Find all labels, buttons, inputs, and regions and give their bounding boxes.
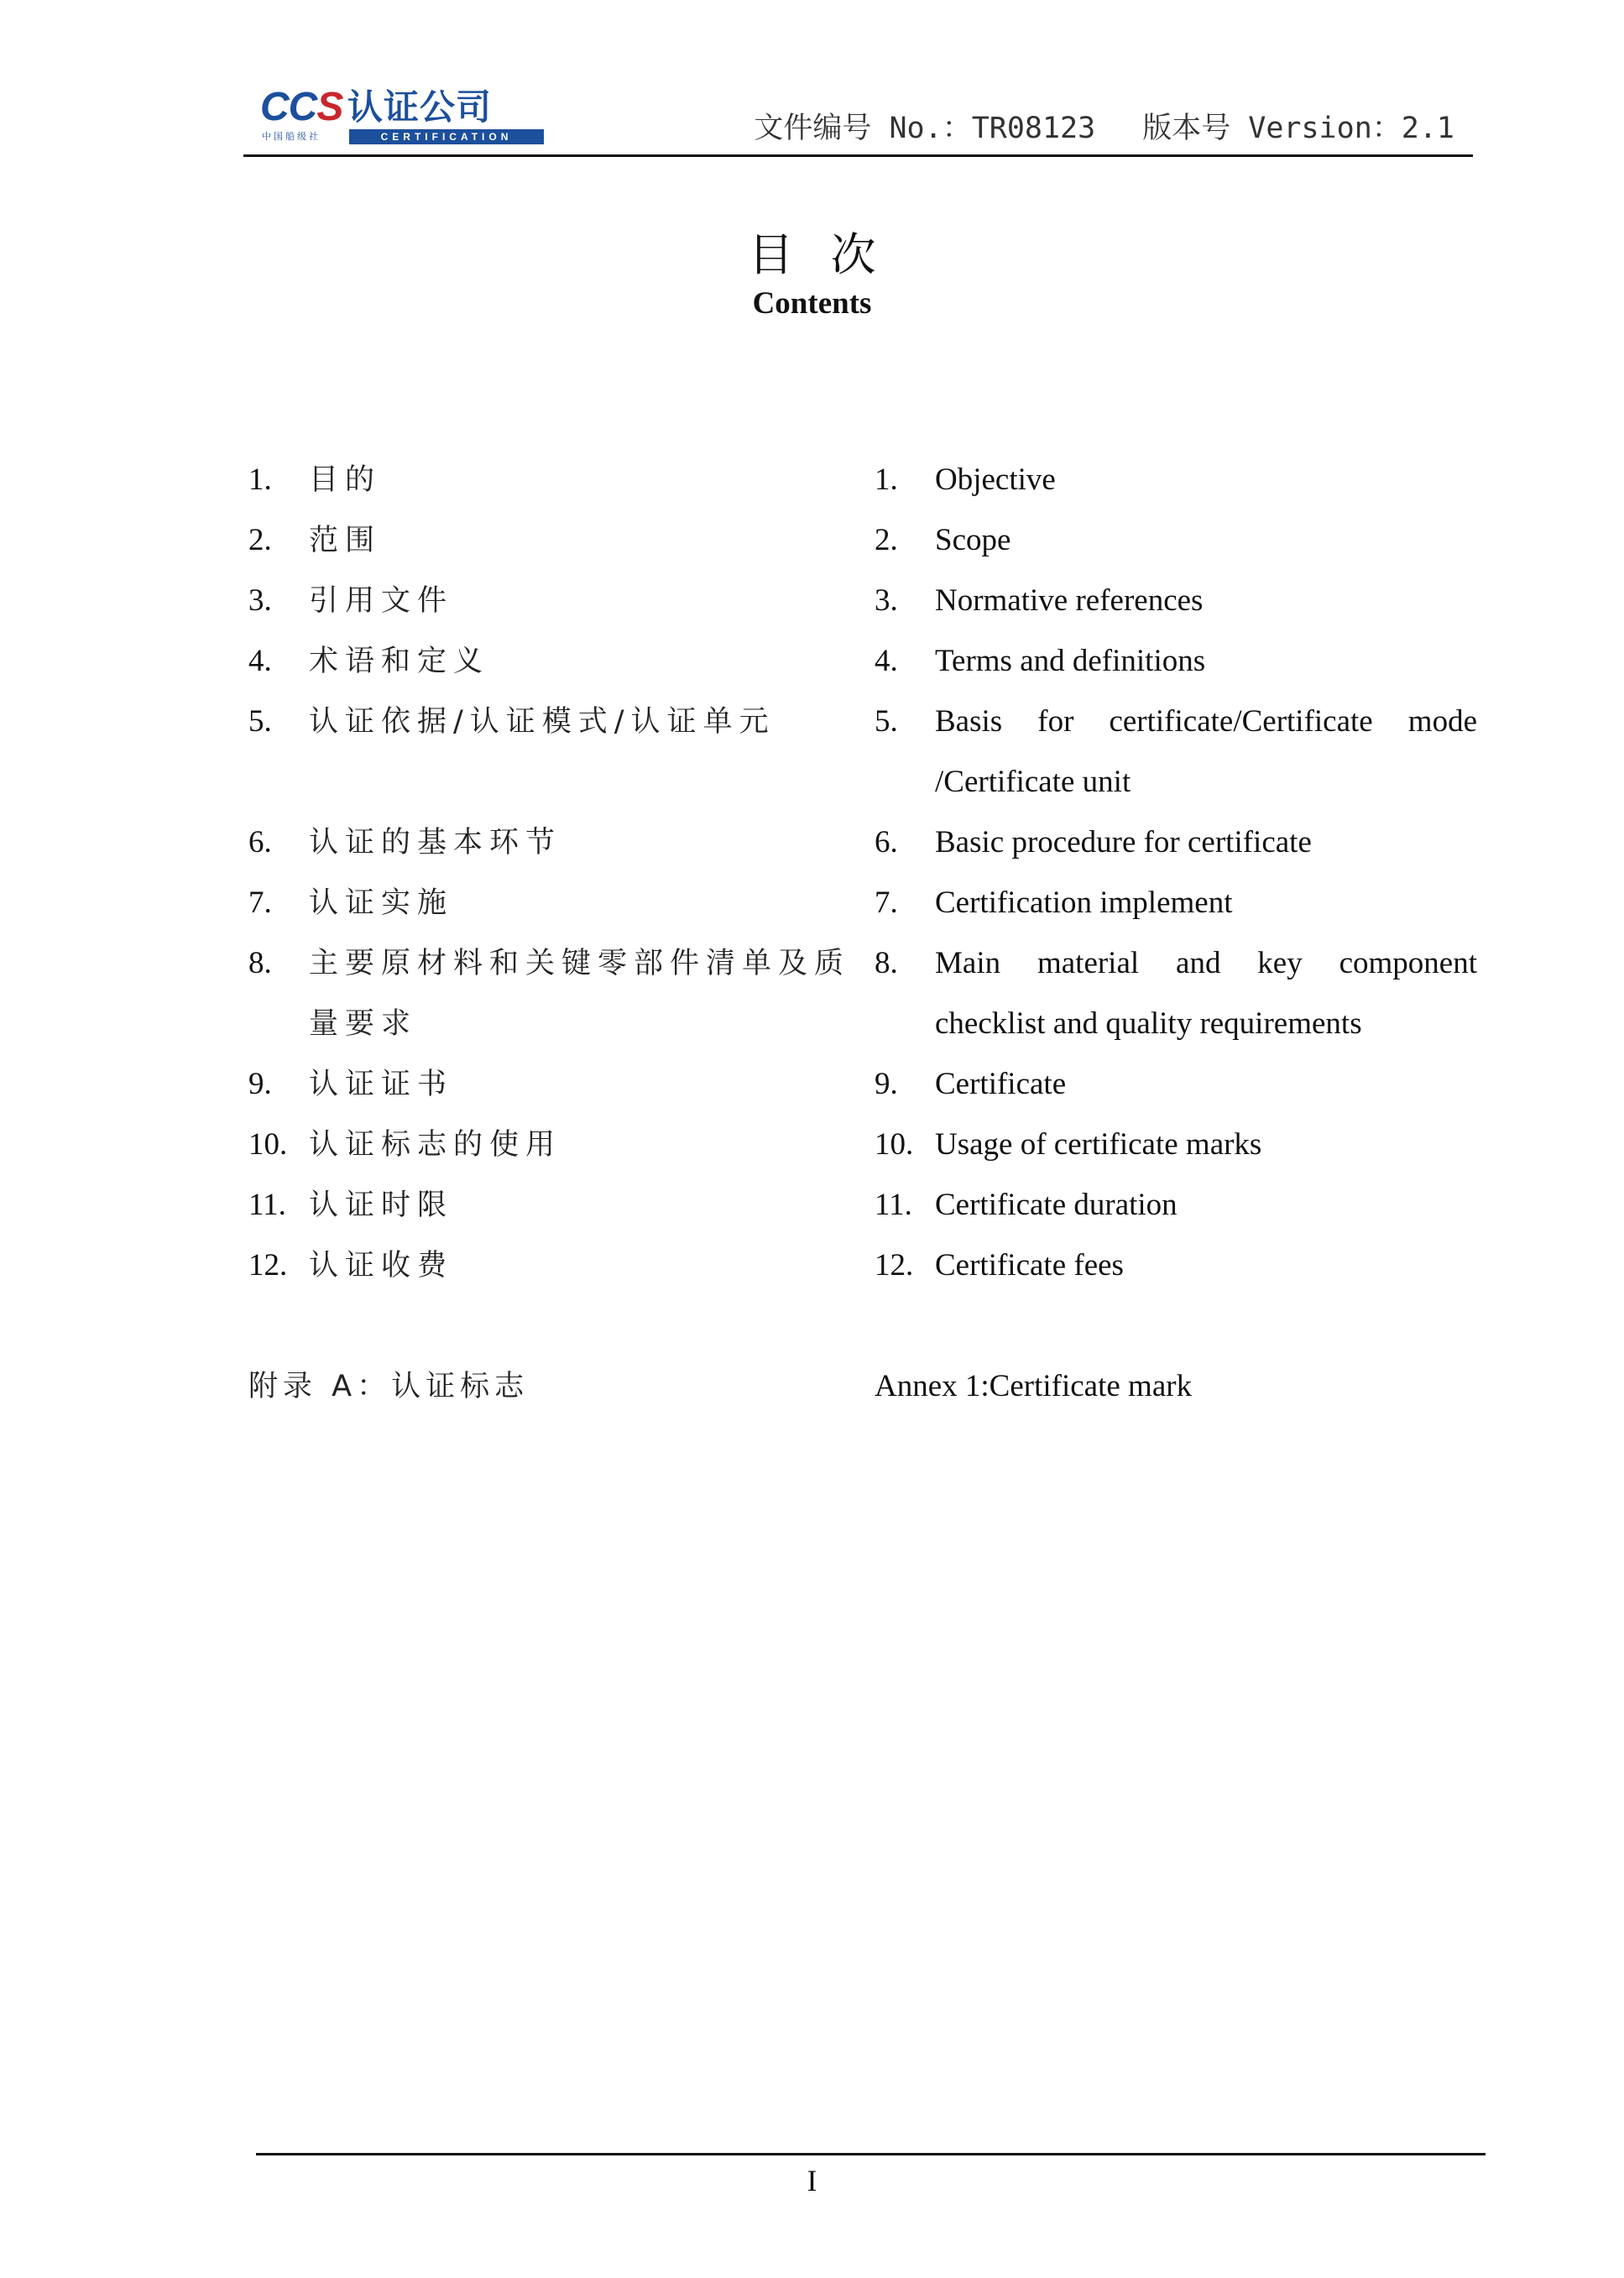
toc-en-text: Basis for certificate/Certificate mode /Certificate unit	[935, 704, 1477, 799]
toc-cn-text: 认证标志的使用	[309, 1128, 562, 1162]
toc-cn-item[interactable]	[248, 873, 853, 933]
toc-cn-num: 12.	[248, 1248, 288, 1283]
toc-cn-item[interactable]	[248, 631, 853, 692]
toc-en-item[interactable]	[875, 450, 1477, 510]
toc-en-text: Usage of certificate marks	[935, 1127, 1262, 1162]
toc-cn-num: 3.	[248, 583, 272, 618]
page-number: I	[807, 2164, 817, 2197]
logo-sub-cn: 中国船级社	[262, 131, 321, 142]
toc-en-item[interactable]	[875, 571, 1477, 631]
toc-cn-item[interactable]	[248, 1236, 853, 1296]
toc-cn-num: 1.	[248, 462, 272, 497]
toc-cn-item[interactable]	[248, 1054, 853, 1115]
toc-en-num: 4.	[875, 644, 898, 678]
toc-en-text: Scope	[935, 523, 1011, 557]
logo-cn-brand: 认证公司	[347, 86, 493, 128]
toc-cn-num: 9.	[248, 1067, 272, 1101]
toc-en-text: Basic procedure for certificate	[935, 825, 1312, 859]
toc-en-text: Terms and definitions	[935, 644, 1206, 678]
toc-en-item[interactable]	[875, 812, 1477, 873]
toc-cn-item[interactable]	[248, 933, 853, 1054]
toc-en-num: 7.	[875, 886, 898, 920]
footer-rule	[256, 2153, 1486, 2155]
document-version: 版本号 Version：2.1	[1142, 112, 1454, 145]
toc-en-num: 1.	[875, 462, 898, 497]
document-number: 文件编号 No.：TR08123	[754, 112, 1096, 145]
toc-cn-item[interactable]	[248, 1175, 853, 1236]
toc-cn-text: 主要原材料和关键零部件清单及质量要求	[309, 947, 851, 1041]
logo-ccs-s-letter: S	[316, 85, 343, 129]
annex-en[interactable]: Annex 1:Certificate mark	[875, 1369, 1193, 1403]
toc-cn-item[interactable]	[248, 1115, 853, 1175]
toc-en-text: Normative references	[935, 583, 1204, 618]
toc-en-num: 9.	[875, 1067, 898, 1101]
toc-en-text: Main material and key component checklist and quality requirements	[935, 946, 1477, 1041]
toc-en-num: 10.	[875, 1127, 914, 1162]
toc-cn-num: 8.	[248, 946, 272, 980]
page-title-en: Contents	[752, 286, 872, 321]
toc-en-num: 5.	[875, 704, 898, 739]
page-header	[243, 80, 1473, 157]
header-rule	[243, 154, 1473, 157]
toc-en-item[interactable]	[875, 1054, 1477, 1115]
toc-en-num: 6.	[875, 825, 898, 859]
toc-en-item[interactable]	[875, 631, 1477, 692]
toc-en-item[interactable]	[875, 692, 1477, 812]
page-title-cn: 目次	[748, 228, 913, 281]
toc-en-item[interactable]	[875, 1175, 1477, 1236]
toc-cn-item[interactable]	[248, 510, 853, 571]
toc-en-text: Objective	[935, 462, 1056, 497]
toc-cn-text: 认证收费	[309, 1249, 454, 1283]
toc-en-text: Certification implement	[935, 886, 1233, 920]
toc-cn-item[interactable]	[248, 450, 853, 510]
toc-en-num: 11.	[875, 1188, 912, 1222]
toc-cn-text: 认证依据/认证模式/认证单元	[309, 705, 775, 739]
toc-cn-num: 7.	[248, 886, 272, 920]
toc-en-item[interactable]	[875, 1115, 1477, 1175]
toc-en-num: 12.	[875, 1248, 914, 1283]
toc-cn-text: 认证的基本环节	[309, 826, 562, 859]
toc-cn-text: 认证证书	[309, 1068, 454, 1101]
toc-en-text: Certificate	[935, 1067, 1067, 1101]
toc-cn-num: 10.	[248, 1127, 288, 1162]
document-meta	[754, 110, 1454, 147]
toc-cn-num: 5.	[248, 704, 272, 739]
toc-cn-num: 2.	[248, 523, 272, 557]
toc-en-num: 8.	[875, 946, 898, 980]
toc-en-item[interactable]	[875, 933, 1477, 1054]
toc-cn-text: 认证实施	[309, 886, 454, 920]
toc-english	[875, 450, 1477, 1296]
toc-en-item[interactable]	[875, 1236, 1477, 1296]
toc-en-text: Certificate fees	[935, 1248, 1124, 1283]
toc-cn-text: 目的	[309, 463, 382, 497]
toc-cn-num: 4.	[248, 644, 272, 678]
toc-cn-text: 认证时限	[309, 1189, 454, 1222]
toc-cn-text: 范围	[309, 524, 382, 557]
logo-ccs-mark	[260, 86, 342, 128]
ccs-certification-logo	[260, 86, 550, 145]
toc-cn-text: 术语和定义	[309, 645, 490, 678]
toc-cn-item[interactable]	[248, 812, 853, 873]
toc-cn-num: 6.	[248, 825, 272, 859]
logo-certification-bar: CERTIFICATION	[349, 129, 544, 144]
toc-cn-item[interactable]	[248, 692, 853, 812]
logo-ccs-letters: CC	[260, 85, 317, 129]
toc-cn-text: 引用文件	[309, 584, 454, 618]
toc-en-text: Certificate duration	[935, 1188, 1178, 1222]
toc-chinese	[248, 450, 853, 1296]
toc-en-item[interactable]	[875, 873, 1477, 933]
toc-cn-item[interactable]	[248, 571, 853, 631]
toc-en-num: 2.	[875, 523, 898, 557]
toc-cn-num: 11.	[248, 1188, 286, 1222]
toc-en-num: 3.	[875, 583, 898, 618]
annex-cn[interactable]: 附录 A：认证标志	[248, 1370, 530, 1403]
toc-en-item[interactable]	[875, 510, 1477, 571]
